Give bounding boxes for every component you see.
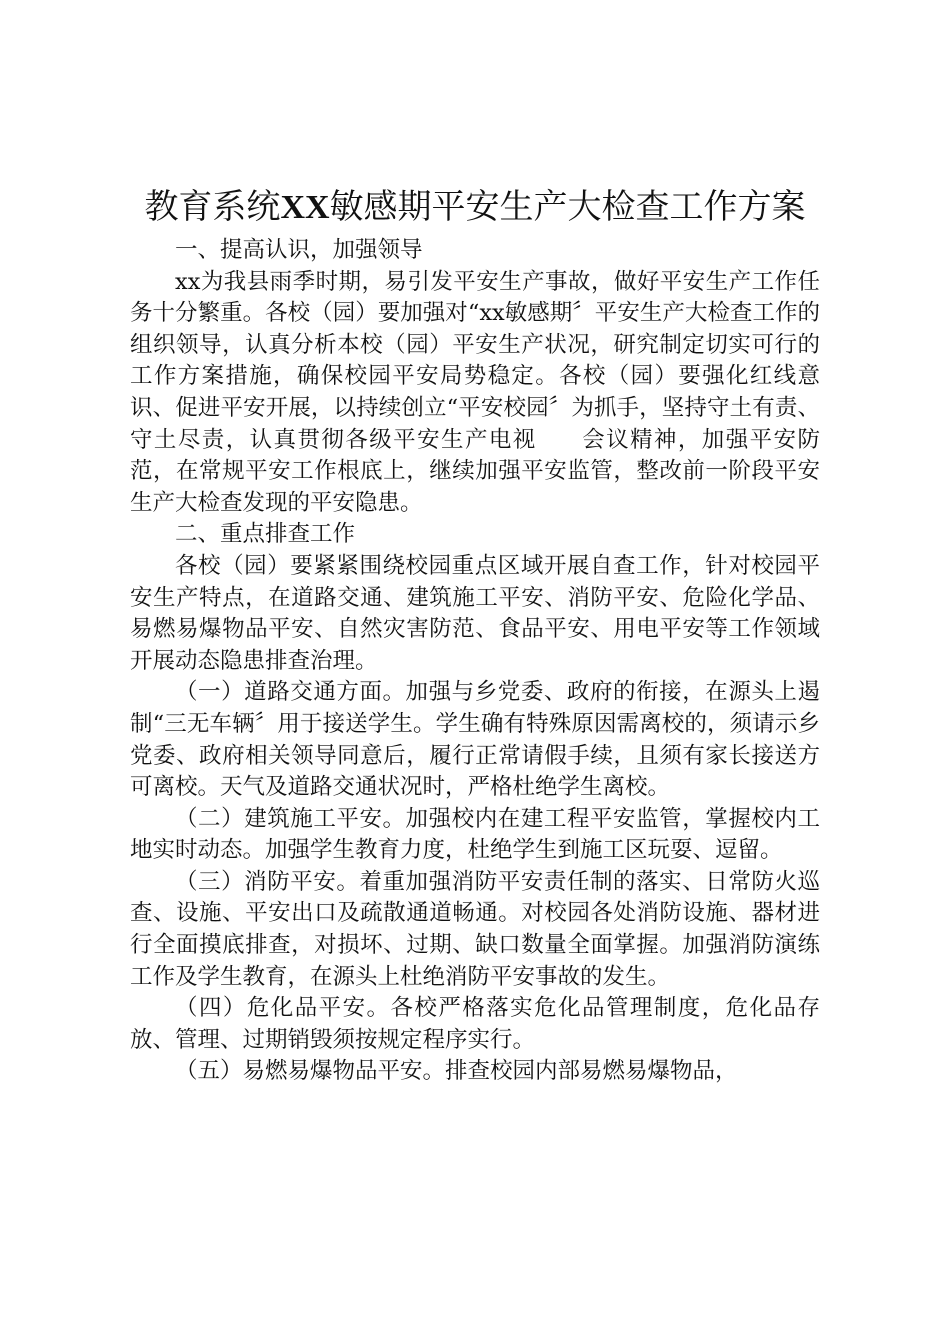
paragraph-2: 各校（园）要紧紧围绕校园重点区域开展自查工作，针对校园平安生产特点，在道路交通、建筑施工平安、消防平安、危险化学品、易燃易爆物品平安、自然灾害防范、食品平安、用电平安等工作领域开展动态隐患排查治理。	[130, 552, 820, 674]
paragraph-5: （三）消防平安。着重加强消防平安责任制的落实、日常防火巡查、设施、平安出口及疏散通道畅通。对校园各处消防设施、器材进行全面摸底排查，对损坏、过期、缺口数量全面掌握。加强消防演练工作及学生教育，在源头上杜绝消防平安事故的发生。	[130, 868, 820, 990]
title-latin: XX	[280, 189, 330, 226]
paragraph-6: （四）危化品平安。各校严格落实危化品管理制度，危化品存放、管理、过期销毁须按规定程序实行。	[130, 995, 820, 1053]
title-prefix: 教育系统	[144, 187, 281, 227]
title-suffix: 敏感期平安生产大检查工作方案	[329, 187, 806, 227]
document-body	[130, 235, 820, 1088]
paragraph-1-part-a: xx为我县雨季时期，易引发平安生产事故，做好平安生产工作任务十分繁重。各校（园）要加强对“xx敏感期〞平安生产大检查工作的组织领导，认真分析本校（园）平安生产状况，研究制定切实可行的工作方案措施，确保校园平安局势稳定。各校（园）要强化红线意识、促进平安开展，以持续创立“平安校园〞为抓手，坚持守土有责、守土尽责，认真贯彻各级平安生产电视	[130, 268, 820, 453]
paragraph-4: （二）建筑施工平安。加强校内在建工程平安监管，掌握校内工地实时动态。加强学生教育力度，杜绝学生到施工区玩耍、逗留。	[130, 805, 820, 864]
section-heading-1: 一、提高认识，加强领导	[175, 237, 423, 263]
paragraph-1	[130, 267, 820, 520]
paragraph-7: （五）易燃易爆物品平安。排查校园内部易燃易爆物品，	[175, 1058, 738, 1085]
paragraph-1-part-b: 会议精神，加强平安防范，在常规平安工作根底上，继续加强平安监管，整改前一阶段平安生产大检查发现的平安隐患。	[130, 426, 820, 516]
paragraph-3: （一）道路交通方面。加强与乡党委、政府的衔接，在源头上遏制“三无车辆〞用于接送学生。学生确有特殊原因需离校的，须请示乡党委、政府相关领导同意后，履行正常请假手续，且须有家长接送方可离校。天气及道路交通状况时，严格杜绝学生离校。	[130, 679, 820, 801]
document-title	[0, 185, 950, 230]
section-heading-2: 二、重点排查工作	[175, 521, 356, 548]
